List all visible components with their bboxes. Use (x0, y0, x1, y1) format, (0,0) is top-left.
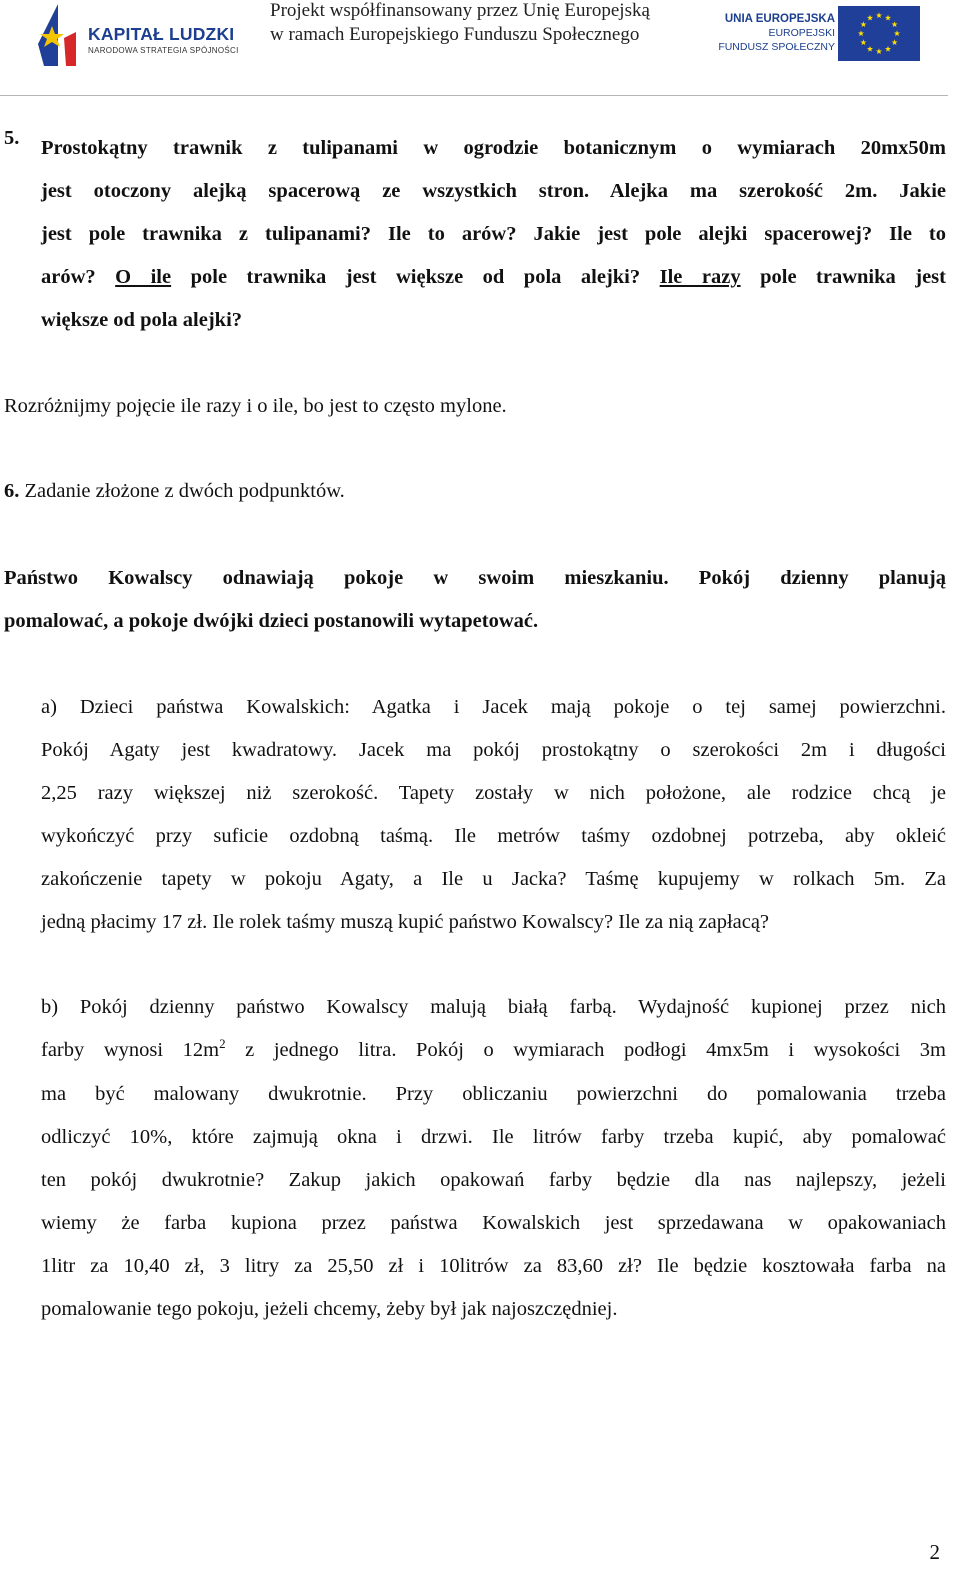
eu-logo-line-3: FUNDUSZ SPOŁECZNY (718, 41, 835, 53)
task-5-line (41, 213, 946, 256)
text-fragment: pole trawnika jest (740, 266, 946, 288)
underlined-phrase: Ile razy (659, 266, 741, 288)
text-fragment: jest pole trawnika z tulipanami? Ile to arów? Jakie jest pole alejki spacerowej? Ile to (41, 223, 946, 245)
underlined-phrase: O ile (115, 266, 172, 288)
part-b-line: odliczyć 10%, które zajmują okna i drzwi. Ile litrów farby trzeba kupić, aby pomalować (41, 1126, 946, 1148)
eu-logo-line-1: UNIA EUROPEJSKA (724, 13, 835, 25)
text-fragment: pole trawnika jest większe od pola alejki? (171, 266, 660, 288)
eu-logo-text (713, 12, 835, 54)
part-a-line: wykończyć przy suficie ozdobną taśmą. Ile metrów taśmy ozdobnej potrzeba, aby okleić (41, 825, 946, 847)
task-5-line (41, 127, 946, 170)
eu-logo-line-2: EUROPEJSKI (768, 27, 835, 39)
kapital-ludzki-subtitle: NARODOWA STRATEGIA SPÓJNOŚCI (88, 46, 239, 55)
task-6-intro-line-2: pomalować, a pokoje dwójki dzieci postanowili wytapetować. (4, 610, 539, 632)
task-5-line (41, 299, 946, 342)
task-6-title: Zadanie złożone z dwóch podpunktów. (24, 480, 345, 502)
cofinancing-line-2: w ramach Europejskiego Funduszu Społecznego (270, 24, 640, 45)
task-6-number: 6. (4, 480, 20, 502)
part-b-line-2-before: farby wynosi 12m (41, 1039, 220, 1061)
task-6-part-b (4, 986, 946, 1331)
part-a-line: a) Dzieci państwa Kowalskich: Agatka i Jacek mają pokoje o tej samej powierzchni. (41, 696, 946, 718)
task-6-intro-line-1: Państwo Kowalscy odnawiają pokoje w swoim mieszkaniu. Pokój dzienny planują (4, 567, 946, 589)
task-5-text (4, 127, 946, 342)
task-5-line (41, 256, 946, 299)
kapital-ludzki-title: KAPITAŁ LUDZKI (88, 24, 235, 44)
task-6-part-a (4, 686, 946, 944)
part-a-line: 2,25 razy większej niż szerokość. Tapety zostały w nich położone, ale rodzice chcą je (41, 782, 946, 804)
part-b-line: wiemy że farba kupiona przez państwa Kowalskich jest sprzedawana w opakowaniach (41, 1212, 946, 1234)
task-6-intro (4, 557, 946, 643)
cofinancing-line-1: Projekt współfinansowany przez Unię Europejską (270, 0, 650, 21)
part-b-line: 1litr za 10,40 zł, 3 litry za 25,50 zł i 10litrów za 83,60 zł? Ile będzie kosztowała farba na (41, 1255, 946, 1277)
part-b-line: ten pokój dwukrotnie? Zakup jakich opakowań farby będzie dla nas najlepszy, jeżeli (41, 1169, 946, 1191)
page-number: 2 (929, 1540, 940, 1564)
part-b-rest (41, 1073, 946, 1331)
part-b-line-2-after: z jednego litra. Pokój o wymiarach podłogi 4mx5m i wysokości 3m (225, 1039, 946, 1061)
text-fragment: większe od pola alejki? (41, 309, 243, 331)
part-b-line-2 (41, 1029, 946, 1073)
kapital-ludzki-logo (36, 4, 242, 66)
header-divider (0, 95, 948, 96)
text-fragment: Prostokątny trawnik z tulipanami w ogrodzie botanicznym o wymiarach 20mx50m (41, 137, 946, 159)
part-b-superscript: 2 (219, 1036, 226, 1051)
part-b-line-1: b) Pokój dzienny państwo Kowalscy malują białą farbą. Wydajność kupionej przez nich (41, 996, 946, 1018)
part-b-line: pomalowanie tego pokoju, jeżeli chcemy, żeby był jak najoszczędniej. (41, 1298, 618, 1320)
text-fragment: jest otoczony alejką spacerową ze wszystkich stron. Alejka ma szerokość 2m. Jakie (41, 180, 946, 202)
part-b-line: ma być malowany dwukrotnie. Przy obliczaniu powierzchni do pomalowania trzeba (41, 1083, 946, 1105)
part-a-line: Pokój Agaty jest kwadratowy. Jacek ma pokój prostokątny o szerokości 2m i długości (41, 739, 946, 761)
task-5-line (41, 170, 946, 213)
text-fragment: arów? (41, 266, 116, 288)
note-text: Rozróżnijmy pojęcie ile razy i o ile, bo jest to często mylone. (4, 395, 507, 417)
task-6-heading (4, 470, 946, 513)
eu-flag-icon (838, 6, 920, 61)
page-header (0, 0, 960, 98)
part-a-line: jedną płacimy 17 zł. Ile rolek taśmy muszą kupić państwo Kowalscy? Ile za nią zapłacą? (41, 911, 770, 933)
part-a-line: zakończenie tapety w pokoju Agaty, a Ile u Jacka? Taśmę kupujemy w rolkach 5m. Za (41, 868, 946, 890)
task-5-number: 5. (4, 127, 20, 149)
kapital-ludzki-star-icon (36, 4, 76, 66)
